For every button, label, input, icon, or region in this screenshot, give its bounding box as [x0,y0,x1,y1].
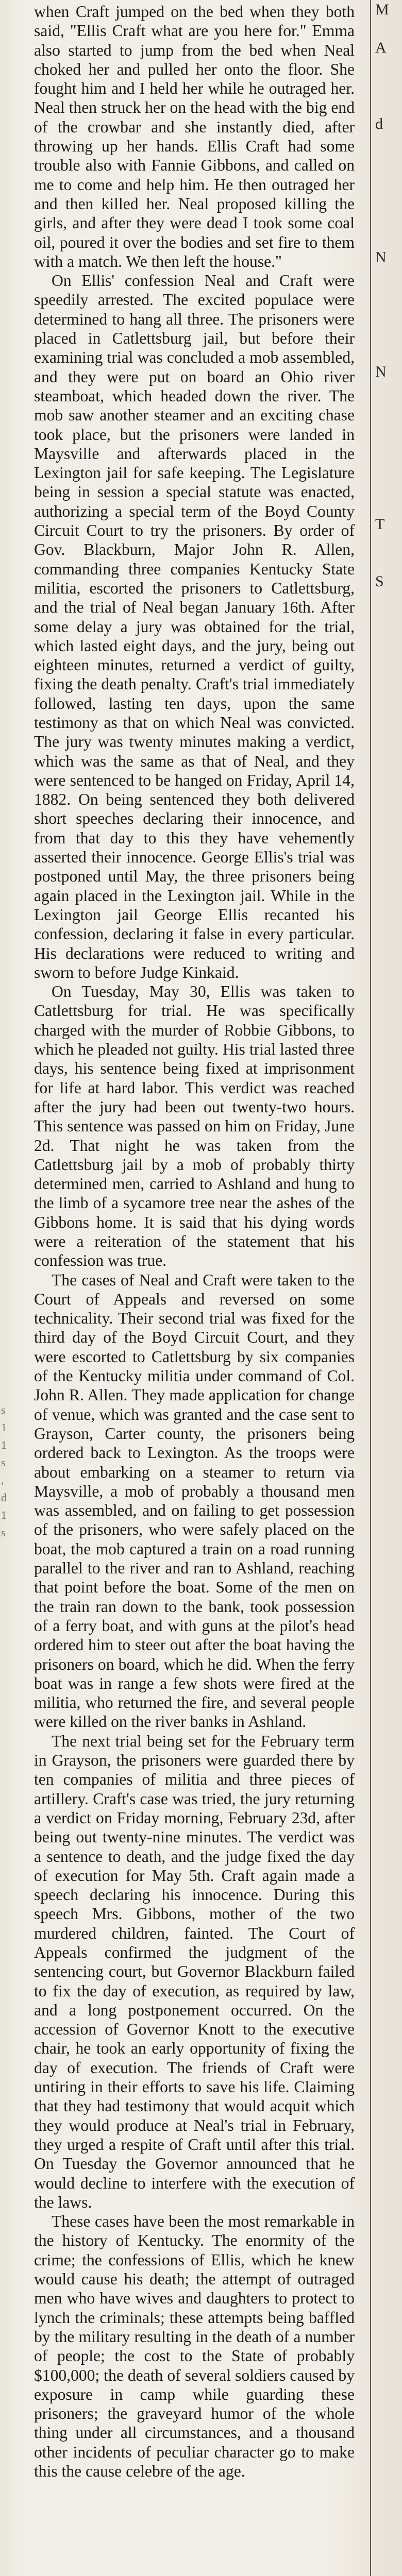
article-paragraph-confession-end: when Craft jumped on the bed when they both said, "Ellis Craft what are you here for." Emma also started to jump from the bed when Neal choked her and pulled her onto the floor. She fought him and I held her while he outraged her. Neal then struck her on the head with the big end of the crowbar and she instantly died, after throwing up her hands. Ellis Craft had some trouble also with Fannie Gibbons, and called on me to come and help him. He then outraged her and then killed her. Neal proposed killing the girls, and after they were dead I took some coal oil, poured it over the bodies and set fire to them with a match. We then left the house." [34,3,355,270]
left-margin-fragments: s 1 1 s , d 1 s [1,1403,7,1539]
article-paragraph-appeals: The cases of Neal and Craft were taken to the Court of Appeals and reversed on some technicality. Their second trial was fixed for the third day of the Boyd Circuit Court, and they were escorted to Catlettsburg by six companies of the Kentucky militia under command of Col. John R. Allen. They made application for change of venue, which was granted and the case sent to Grayson, Carter county, the prisoners being ordered back to Lexington. As the troops were about embarking on a steamer to return via Maysville, a mob of probably a thousand men was assembled, and on failing to get possession of the prisoners, who were safely placed on the boat, the mob captured a train on a road running parallel to the river and ran to Ashland, reaching that point before the boat. Some of the men on the train ran down to the bank, took possession of a ferry boat, and with guns at the pilot's head ordered him to steer out after the boat having the prisoners on board, which he did. When the ferry boat was in range a few shots were fired at the militia, who returned the fire, and several people were killed on the river banks in Ashland. [34,1270,355,1731]
article-paragraph-ellis-trial: On Tuesday, May 30, Ellis was taken to Catlettsburg for trial. He was specifically charged with the murder of Robbie Gibbons, to which he pleaded not guilty. His trial lasted three days, his sentence being fixed at imprisonment for life at hard labor. This verdict was reached after the jury had been out twenty-two hours. This sentence was passed on him on Friday, June 2d. That night he was taken from the Catlettsburg jail by a mob of probably thirty determined men, carried to Ashland and hung to the limb of a sycamore tree near the ashes of the Gibbons home. It is said that his dying words were a reiteration of the statement that his confession was true. [34,982,355,1270]
column-rule [370,0,371,2576]
article-paragraph-summary: These cases have been the most remarkable in the history of Kentucky. The enormity of the crime; the confessions of Ellis, which he knew would cause his death; the attempt of outraged men who have wives and daughters to protect to lynch the criminals; these attempts being baffled by the military resulting in the death of a number of people; the cost to the State of probably $100,000; the death of several soldiers caused by exposure in camp while guarding these prisoners; the graveyard humor of the whole thing under all circumstances, and a thousand other incidents of peculiar character go to make this the cause celebre of the age. [34,2212,355,2480]
article-column [34,2,355,2481]
article-paragraph-arrest-and-trials: On Ellis' confession Neal and Craft were speedily arrested. The excited populace were determined to hang all three. The prisoners were placed in Catlettsburg jail, but before their examining trial was concluded a mob assembled, and they were put on board an Ohio river steamboat, which headed down the river. The mob saw another steamer and an exciting chase took place, but the prisoners were landed in Maysville and afterwards placed in the Lexington jail for safe keeping. The Legislature being in session a special statute was enacted, authorizing a special term of the Boyd County Circuit Court to try the prisoners. By order of Gov. Blackburn, Major John R. Allen, commanding three companies Kentucky State militia, escorted the prisoners to Catlettsburg, and the trial of Neal began January 16th. After some delay a jury was obtained for the trial, which lasted eight days, and the jury, being out eighteen minutes, returned a verdict of guilty, fixing the death penalty. Craft's trial immediately followed, lasting ten days, upon the same testimony as that on which Neal was convicted. The jury was twenty minutes making a verdict, which was the same as that of Neal, and they were sentenced to be hanged on Friday, April 14, 1882. On being sentenced they both delivered short speeches declaring their innocence, and from that day to this they have vehemently asserted their innocence. George Ellis's trial was postponed until May, the three prisoners being again placed in the Lexington jail. While in the Lexington jail George Ellis recanted his confession, declaring it false in every particular. His declarations were reduced to writing and sworn to before Judge Kinkaid. [34,272,355,981]
article-paragraph-grayson-trial: The next trial being set for the February term in Grayson, the prisoners were guarded there by ten companies of militia and three pieces of artillery. Craft's case was tried, the jury returning a verdict on Friday morning, February 23d, after being out twenty-nine minutes. The verdict was a sentence to death, and the judge fixed the day of execution for May 5th. Craft again made a speech declaring his innocence. During this speech Mrs. Gibbons, mother of the two murdered children, fainted. The Court of Appeals confirmed the judgment of the sentencing court, but Governor Blackburn failed to fix the day of execution, as required by law, and a long postponement occurred. On the accession of Governor Knott to the executive chair, he took an early opportunity of fixing the day of execution. The friends of Craft were untiring in their efforts to save his life. Claiming that they had testimony that would acquit which they would produce at Neal's trial in February, they urged a respite of Craft until after this trial. On Tuesday the Governor announced that he would decline to interfere with the execution of the laws. [34,1732,355,2211]
adjacent-column-fragments: M A d N N T S [375,1,389,590]
